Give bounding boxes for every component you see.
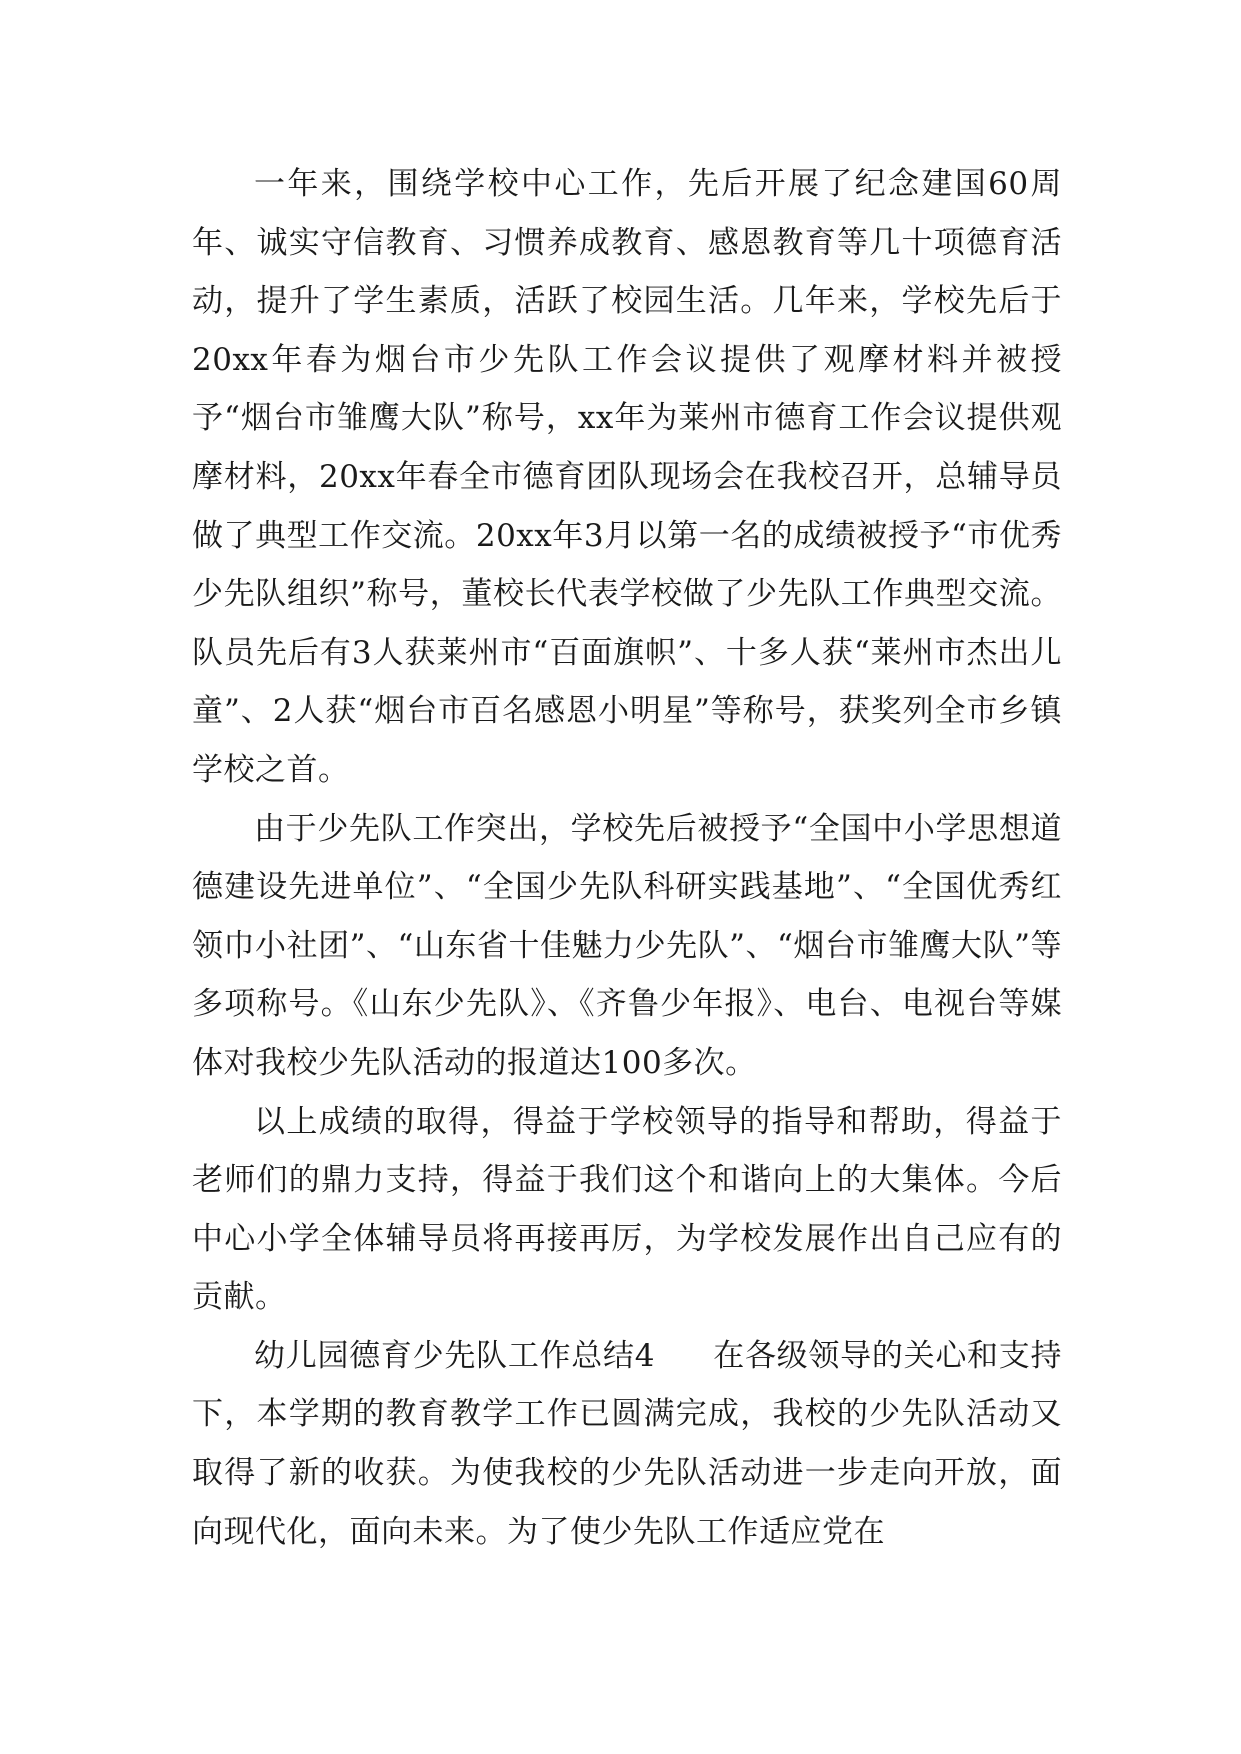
document-body: [192, 155, 1062, 1561]
paragraph-honors: 由于少先队工作突出，学校先后被授予“全国中小学思想道德建设先进单位”、“全国少先队科研实践基地”、“全国优秀红领巾小社团”、“山东省十佳魅力少先队”、“烟台市雏鹰大队”等多项称号。《山东少先队》、《齐鲁少年报》、电台、电视台等媒体对我校少先队活动的报道达100多次。: [192, 810, 1062, 1081]
section-title: 幼儿园德育少先队工作总结4: [254, 1337, 655, 1374]
section-body: 在各级领导的关心和支持下，本学期的教育教学工作已圆满完成，我校的少先队活动又取得了新的收获。为使我校的少先队活动进一步走向开放，面向现代化，面向未来。为了使少先队工作适应党在: [192, 1337, 1063, 1550]
paragraph-activities: 一年来，围绕学校中心工作，先后开展了纪念建国60周年、诚实守信教育、习惯养成教育、感恩教育等几十项德育活动，提升了学生素质，活跃了校园生活。几年来，学校先后于20xx年春为烟台市少先队工作会议提供了观摩材料并被授予“烟台市雏鹰大队”称号，xx年为莱州市德育工作会议提供观摩材料，20xx年春全市德育团队现场会在我校召开，总辅导员做了典型工作交流。20xx年3月以第一名的成绩被授予“市优秀少先队组织”称号，董校长代表学校做了少先队工作典型交流。队员先后有3人获莱州市“百面旗帜”、十多人获“莱州市杰出儿童”、2人获“烟台市百名感恩小明星”等称号，获奖列全市乡镇学校之首。: [192, 166, 1062, 788]
paragraph-gratitude: 以上成绩的取得，得益于学校领导的指导和帮助，得益于老师们的鼎力支持，得益于我们这个和谐向上的大集体。今后中心小学全体辅导员将再接再厉，为学校发展作出自己应有的贡献。: [192, 1103, 1062, 1316]
paragraph-section-4: [192, 1327, 1062, 1561]
